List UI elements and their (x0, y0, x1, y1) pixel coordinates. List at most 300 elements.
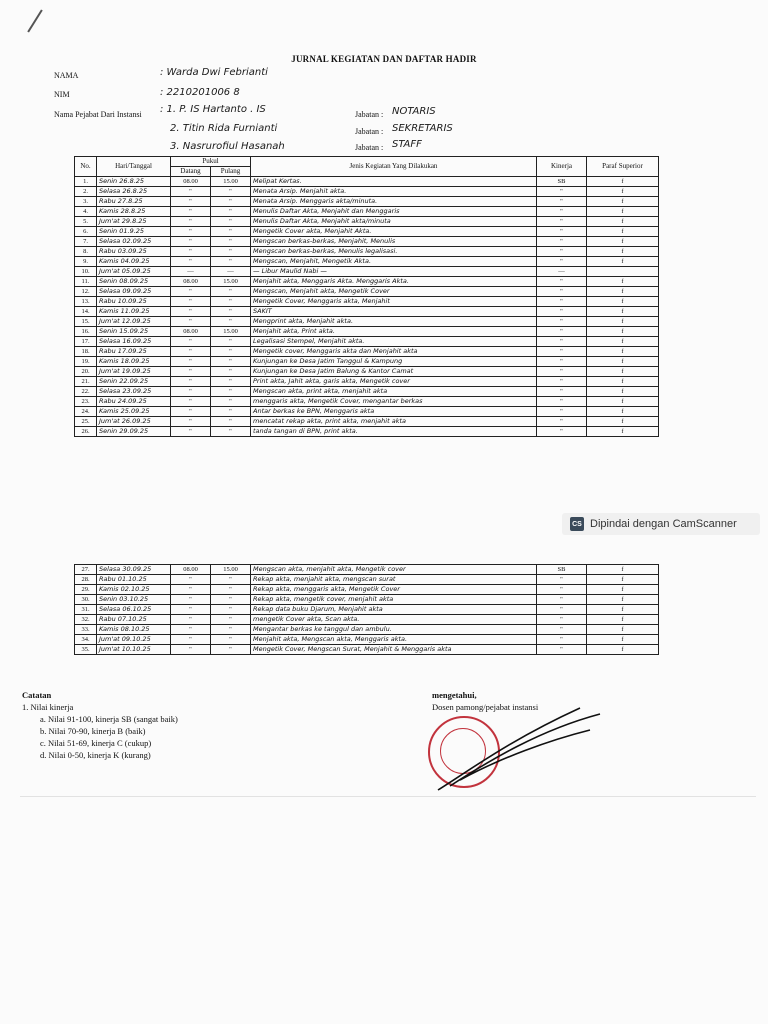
row-datang: " (171, 575, 211, 585)
jabatan-1-label: Jabatan : (355, 110, 384, 119)
row-activity: Melipat Kertas. (251, 177, 537, 187)
row-pulang: " (211, 207, 251, 217)
table-row (75, 267, 659, 277)
row-paraf: f (587, 287, 659, 297)
row-activity: mencatat rekap akta, print akta, menjahit akta (251, 417, 537, 427)
row-pulang: " (211, 337, 251, 347)
table-row (75, 327, 659, 337)
row-no: 12. (75, 287, 97, 297)
jabatan-2-value: SEKRETARIS (392, 123, 453, 134)
row-activity: Legalisasi Stempel, Menjahit akta. (251, 337, 537, 347)
row-no: 7. (75, 237, 97, 247)
table-row (75, 377, 659, 387)
nama-value: : Warda Dwi Febrianti (160, 67, 268, 78)
row-kinerja: " (537, 247, 587, 257)
row-day: Jum'at 29.8.25 (97, 217, 171, 227)
table-row (75, 277, 659, 287)
row-datang: " (171, 237, 211, 247)
row-no: 20. (75, 367, 97, 377)
row-datang: " (171, 207, 211, 217)
row-day: Kamis 28.8.25 (97, 207, 171, 217)
row-datang: " (171, 585, 211, 595)
table-row (75, 237, 659, 247)
row-pulang: " (211, 257, 251, 267)
row-pulang: " (211, 387, 251, 397)
row-day: Kamis 08.10.25 (97, 625, 171, 635)
row-no: 3. (75, 197, 97, 207)
row-activity: Mengscan berkas-berkas, Menulis legalisasi. (251, 247, 537, 257)
table-row (75, 347, 659, 357)
col-header-paraf: Paraf Superior (587, 157, 659, 177)
table-row (75, 337, 659, 347)
camscanner-icon: CS (570, 517, 584, 531)
jabatan-3-label: Jabatan : (355, 143, 384, 152)
row-day: Jum'at 10.10.25 (97, 645, 171, 655)
row-pulang: " (211, 417, 251, 427)
row-kinerja: " (537, 287, 587, 297)
row-pulang: " (211, 397, 251, 407)
table-row (75, 427, 659, 437)
row-datang: " (171, 625, 211, 635)
col-header-activity: Jenis Kegiatan Yang Dilakukan (251, 157, 537, 177)
row-day: Jum'at 26.09.25 (97, 417, 171, 427)
row-day: Selasa 30.09.25 (97, 565, 171, 575)
row-kinerja: " (537, 427, 587, 437)
row-pulang: " (211, 317, 251, 327)
row-kinerja: " (537, 357, 587, 367)
row-kinerja: " (537, 645, 587, 655)
row-pulang: " (211, 595, 251, 605)
row-paraf: f (587, 227, 659, 237)
row-no: 18. (75, 347, 97, 357)
row-datang: — (171, 267, 211, 277)
table-row (75, 615, 659, 625)
signature-scribble (430, 700, 610, 800)
row-datang: " (171, 427, 211, 437)
row-activity: Mengantar berkas ke tanggul dan ambulu. (251, 625, 537, 635)
row-day: Senin 26.8.25 (97, 177, 171, 187)
row-paraf: f (587, 407, 659, 417)
pen-mark (27, 9, 42, 32)
table-row (75, 565, 659, 575)
row-activity: Mengscan, Menjahit akta, Mengetik Cover (251, 287, 537, 297)
row-no: 22. (75, 387, 97, 397)
row-paraf: f (587, 377, 659, 387)
row-day: Senin 08.09.25 (97, 277, 171, 287)
row-datang: " (171, 407, 211, 417)
row-kinerja: " (537, 327, 587, 337)
notes-line-d: d. Nilai 0-50, kinerja K (kurang) (40, 750, 151, 760)
row-no: 21. (75, 377, 97, 387)
table-row (75, 287, 659, 297)
row-pulang: " (211, 287, 251, 297)
row-activity: Menjahit akta, Print akta. (251, 327, 537, 337)
row-datang: " (171, 297, 211, 307)
row-datang: " (171, 367, 211, 377)
row-kinerja: " (537, 625, 587, 635)
row-no: 35. (75, 645, 97, 655)
table-row (75, 317, 659, 327)
row-datang: " (171, 197, 211, 207)
official-1-name: : 1. P. IS Hartanto . IS (160, 104, 266, 115)
row-datang: " (171, 347, 211, 357)
official-2-name: 2. Titin Rida Furnianti (170, 123, 278, 134)
table-row (75, 645, 659, 655)
notes-item: 1. Nilai kinerja (22, 702, 74, 712)
row-datang: " (171, 317, 211, 327)
row-pulang: 15.00 (211, 565, 251, 575)
col-header-day: Hari/Tanggal (97, 157, 171, 177)
row-no: 15. (75, 317, 97, 327)
row-pulang: " (211, 377, 251, 387)
row-day: Rabu 01.10.25 (97, 575, 171, 585)
row-datang: 08.00 (171, 177, 211, 187)
row-kinerja: " (537, 237, 587, 247)
col-header-pukul: Pukul (171, 157, 251, 167)
table-row (75, 217, 659, 227)
row-paraf: f (587, 187, 659, 197)
row-kinerja: " (537, 277, 587, 287)
row-no: 19. (75, 357, 97, 367)
row-kinerja: SB (537, 565, 587, 575)
row-day: Kamis 25.09.25 (97, 407, 171, 417)
row-pulang: " (211, 625, 251, 635)
row-pulang: " (211, 427, 251, 437)
row-no: 1. (75, 177, 97, 187)
row-kinerja: " (537, 197, 587, 207)
row-activity: mengetik Cover akta, Scan akta. (251, 615, 537, 625)
row-activity: Menata Arsip. Menjahit akta. (251, 187, 537, 197)
row-day: Selasa 02.09.25 (97, 237, 171, 247)
table-row (75, 387, 659, 397)
row-paraf: f (587, 575, 659, 585)
row-pulang: " (211, 297, 251, 307)
row-datang: 08.00 (171, 327, 211, 337)
jabatan-3-value: STAFF (392, 139, 422, 150)
row-day: Kamis 02.10.25 (97, 585, 171, 595)
row-pulang: " (211, 635, 251, 645)
row-pulang: 15.00 (211, 327, 251, 337)
row-pulang: " (211, 585, 251, 595)
table-row (75, 307, 659, 317)
row-activity: Rekap akta, menjahit akta, mengscan surat (251, 575, 537, 585)
row-kinerja: " (537, 317, 587, 327)
notes-line-c: c. Nilai 51-69, kinerja C (cukup) (40, 738, 152, 748)
row-paraf: f (587, 297, 659, 307)
row-paraf: f (587, 237, 659, 247)
journal-table-continued (74, 564, 659, 655)
official-3-name: 3. Nasrurofiul Hasanah (170, 141, 285, 152)
row-kinerja: — (537, 267, 587, 277)
row-datang: " (171, 397, 211, 407)
acknowledge-subtitle: Dosen pamong/pejabat instansi (432, 702, 539, 712)
table-row (75, 297, 659, 307)
row-no: 26. (75, 427, 97, 437)
row-paraf: f (587, 277, 659, 287)
table-row (75, 177, 659, 187)
row-day: Jum'at 09.10.25 (97, 635, 171, 645)
col-header-kinerja: Kinerja (537, 157, 587, 177)
row-activity: Menata Arsip. Menggaris akta/minuta. (251, 197, 537, 207)
row-day: Selasa 06.10.25 (97, 605, 171, 615)
row-kinerja: " (537, 377, 587, 387)
row-activity: Mengetik Cover, Menggaris akta, Menjahit (251, 297, 537, 307)
table-row (75, 635, 659, 645)
row-datang: " (171, 357, 211, 367)
row-activity: Rekap data buku Djarum, Menjahit akta (251, 605, 537, 615)
row-paraf: f (587, 645, 659, 655)
table-row (75, 197, 659, 207)
notes-line-b: b. Nilai 70-90, kinerja B (baik) (40, 726, 146, 736)
row-day: Selasa 09.09.25 (97, 287, 171, 297)
row-no: 5. (75, 217, 97, 227)
row-paraf: f (587, 197, 659, 207)
row-paraf: f (587, 635, 659, 645)
row-day: Rabu 10.09.25 (97, 297, 171, 307)
row-kinerja: " (537, 417, 587, 427)
table-row (75, 417, 659, 427)
row-activity: Mengscan, Menjahit, Mengetik Akta. (251, 257, 537, 267)
row-pulang: 15.00 (211, 177, 251, 187)
row-no: 31. (75, 605, 97, 615)
row-activity: Rekap akta, menggaris akta, Mengetik Cover (251, 585, 537, 595)
row-datang: " (171, 595, 211, 605)
row-day: Selasa 26.8.25 (97, 187, 171, 197)
row-kinerja: SB (537, 177, 587, 187)
notes-line-a: a. Nilai 91-100, kinerja SB (sangat baik) (40, 714, 178, 724)
row-paraf: f (587, 257, 659, 267)
jabatan-2-label: Jabatan : (355, 127, 384, 136)
camscanner-text: Dipindai dengan CamScanner (590, 518, 737, 530)
row-pulang: " (211, 227, 251, 237)
table-row (75, 605, 659, 615)
row-day: Senin 29.09.25 (97, 427, 171, 437)
row-kinerja: " (537, 207, 587, 217)
row-day: Jum'at 19.09.25 (97, 367, 171, 377)
row-paraf (587, 267, 659, 277)
row-kinerja: " (537, 635, 587, 645)
row-paraf: f (587, 397, 659, 407)
document-title: JURNAL KEGIATAN DAN DAFTAR HADIR (291, 54, 477, 64)
row-paraf: f (587, 347, 659, 357)
row-no: 11. (75, 277, 97, 287)
row-day: Selasa 23.09.25 (97, 387, 171, 397)
row-activity: Mengetik cover, Menggaris akta dan Menjahit akta (251, 347, 537, 357)
row-no: 13. (75, 297, 97, 307)
fold-line (20, 796, 756, 797)
row-activity: Mengscan akta, menjahit akta, Mengetik cover (251, 565, 537, 575)
row-pulang: " (211, 187, 251, 197)
row-no: 34. (75, 635, 97, 645)
row-activity: tanda tangan di BPN, print akta. (251, 427, 537, 437)
row-kinerja: " (537, 337, 587, 347)
row-no: 24. (75, 407, 97, 417)
table-row (75, 247, 659, 257)
row-kinerja: " (537, 367, 587, 377)
row-no: 8. (75, 247, 97, 257)
row-activity: Rekap akta, mengetik cover, menjahit akta (251, 595, 537, 605)
table-row (75, 585, 659, 595)
row-day: Rabu 17.09.25 (97, 347, 171, 357)
row-kinerja: " (537, 605, 587, 615)
row-paraf: f (587, 217, 659, 227)
jabatan-1-value: NOTARIS (392, 106, 436, 117)
row-no: 10. (75, 267, 97, 277)
table-row (75, 227, 659, 237)
row-pulang: " (211, 197, 251, 207)
row-datang: " (171, 605, 211, 615)
row-paraf: f (587, 605, 659, 615)
row-datang: " (171, 257, 211, 267)
row-activity: Menulis Daftar Akta, Menjahit akta/minuta (251, 217, 537, 227)
row-day: Rabu 24.09.25 (97, 397, 171, 407)
table-row (75, 187, 659, 197)
col-header-pulang: Pulang (211, 167, 251, 177)
row-kinerja: " (537, 585, 587, 595)
table-row (75, 575, 659, 585)
row-no: 23. (75, 397, 97, 407)
row-datang: " (171, 227, 211, 237)
row-paraf: f (587, 417, 659, 427)
row-kinerja: " (537, 397, 587, 407)
row-kinerja: " (537, 257, 587, 267)
row-no: 6. (75, 227, 97, 237)
row-kinerja: " (537, 575, 587, 585)
row-kinerja: " (537, 307, 587, 317)
row-paraf: f (587, 367, 659, 377)
row-activity: SAKIT (251, 307, 537, 317)
row-activity: Mengetik Cover, Mengscan Surat, Menjahit & Menggaris akta (251, 645, 537, 655)
row-datang: " (171, 217, 211, 227)
table-row (75, 407, 659, 417)
row-day: Jum'at 05.09.25 (97, 267, 171, 277)
row-kinerja: " (537, 407, 587, 417)
row-day: Senin 03.10.25 (97, 595, 171, 605)
row-no: 2. (75, 187, 97, 197)
row-day: Rabu 07.10.25 (97, 615, 171, 625)
row-datang: " (171, 247, 211, 257)
row-paraf: f (587, 427, 659, 437)
row-day: Selasa 16.09.25 (97, 337, 171, 347)
row-paraf: f (587, 595, 659, 605)
row-paraf: f (587, 387, 659, 397)
row-kinerja: " (537, 595, 587, 605)
row-activity: Kunjungan ke Desa Jatim Tanggul & Kampung (251, 357, 537, 367)
row-no: 4. (75, 207, 97, 217)
row-activity: Mengscan berkas-berkas, Menjahit, Menulis (251, 237, 537, 247)
row-datang: " (171, 645, 211, 655)
row-day: Senin 22.09.25 (97, 377, 171, 387)
row-pulang: " (211, 347, 251, 357)
row-pulang: — (211, 267, 251, 277)
row-pulang: 15.00 (211, 277, 251, 287)
row-pulang: " (211, 367, 251, 377)
row-day: Rabu 03.09.25 (97, 247, 171, 257)
row-pulang: " (211, 407, 251, 417)
journal-table (74, 156, 659, 437)
row-no: 30. (75, 595, 97, 605)
table-row (75, 357, 659, 367)
row-activity: — Libur Maulid Nabi — (251, 267, 537, 277)
nama-label: NAMA (54, 71, 79, 80)
row-day: Kamis 11.09.25 (97, 307, 171, 317)
row-paraf: f (587, 327, 659, 337)
row-datang: " (171, 187, 211, 197)
row-activity: Kunjungan ke Desa Jatim Balung & Kantor Camat (251, 367, 537, 377)
row-datang: 08.00 (171, 565, 211, 575)
row-day: Senin 01.9.25 (97, 227, 171, 237)
row-activity: menggaris akta, Mengetik Cover, mengantar berkas (251, 397, 537, 407)
row-paraf: f (587, 207, 659, 217)
col-header-datang: Datang (171, 167, 211, 177)
notes-section (22, 689, 178, 761)
row-activity: Menulis Daftar Akta, Menjahit dan Menggaris (251, 207, 537, 217)
nim-value: : 2210201006 8 (160, 87, 240, 98)
row-day: Jum'at 12.09.25 (97, 317, 171, 327)
row-pulang: " (211, 357, 251, 367)
row-activity: Mengprint akta, Menjahit akta. (251, 317, 537, 327)
row-paraf: f (587, 565, 659, 575)
row-pulang: " (211, 247, 251, 257)
table-row (75, 625, 659, 635)
camscanner-badge (562, 513, 760, 535)
table-row (75, 207, 659, 217)
row-activity: Mengetik Cover akta, Menjahit Akta. (251, 227, 537, 237)
row-activity: Print akta, Jahit akta, garis akta, Mengetik cover (251, 377, 537, 387)
row-day: Senin 15.09.25 (97, 327, 171, 337)
row-day: Rabu 27.8.25 (97, 197, 171, 207)
row-no: 33. (75, 625, 97, 635)
row-datang: " (171, 635, 211, 645)
table-row (75, 257, 659, 267)
row-pulang: " (211, 237, 251, 247)
table-row (75, 397, 659, 407)
row-no: 27. (75, 565, 97, 575)
row-activity: Menjahit akta, Menggaris Akta. Menggaris Akta. (251, 277, 537, 287)
row-datang: " (171, 615, 211, 625)
row-datang: " (171, 417, 211, 427)
table-row (75, 595, 659, 605)
row-no: 9. (75, 257, 97, 267)
row-no: 25. (75, 417, 97, 427)
row-kinerja: " (537, 227, 587, 237)
row-no: 14. (75, 307, 97, 317)
row-paraf: f (587, 247, 659, 257)
row-kinerja: " (537, 615, 587, 625)
row-day: Kamis 18.09.25 (97, 357, 171, 367)
row-paraf: f (587, 357, 659, 367)
row-paraf: f (587, 317, 659, 327)
row-paraf: f (587, 615, 659, 625)
row-kinerja: " (537, 387, 587, 397)
row-kinerja: " (537, 297, 587, 307)
row-no: 32. (75, 615, 97, 625)
row-paraf: f (587, 585, 659, 595)
acknowledge-title: mengetahui, (432, 690, 477, 700)
row-pulang: " (211, 217, 251, 227)
row-no: 17. (75, 337, 97, 347)
row-no: 28. (75, 575, 97, 585)
row-paraf: f (587, 625, 659, 635)
notes-title: Catatan (22, 690, 52, 700)
row-datang: " (171, 307, 211, 317)
nim-label: NIM (54, 90, 70, 99)
row-kinerja: " (537, 347, 587, 357)
row-activity: Menjahit akta, Mengscan akta, Menggaris akta. (251, 635, 537, 645)
row-datang: 08.00 (171, 277, 211, 287)
row-day: Kamis 04.09.25 (97, 257, 171, 267)
row-datang: " (171, 387, 211, 397)
